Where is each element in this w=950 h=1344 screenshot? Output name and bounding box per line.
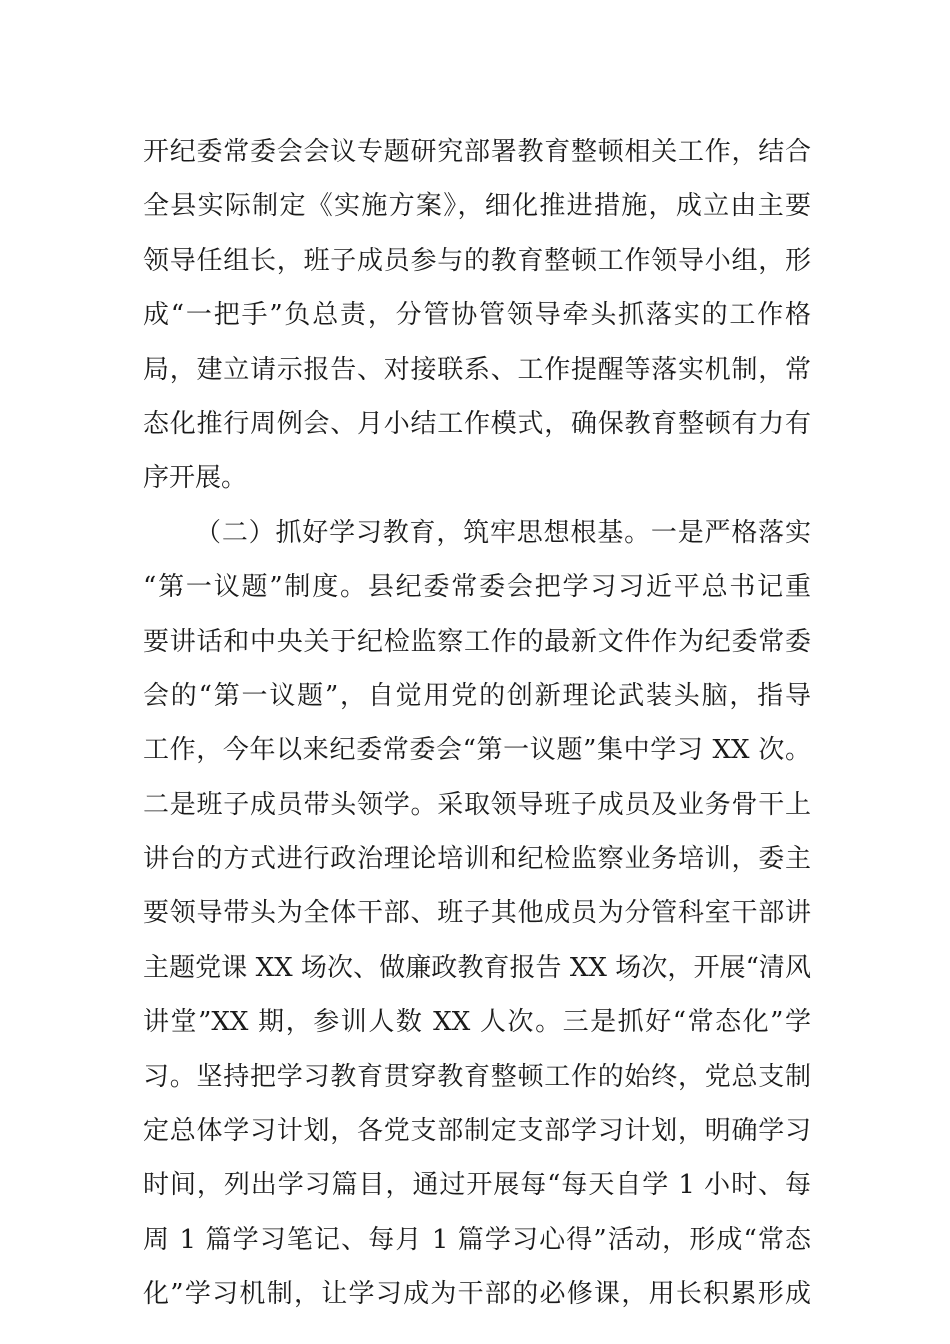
paragraph-2 <box>143 506 811 1322</box>
text-line: 化”学习机制，让学习成为干部的必修课，用长积累形成 <box>143 1279 811 1310</box>
text-line: 会的“第一议题”，自觉用党的创新理论武装头脑，指导 <box>143 680 811 711</box>
text-line: 主题党课 XX 场次、做廉政教育报告 XX 场次，开展“清风 <box>143 952 811 983</box>
text-line: 讲堂”XX 期，参训人数 XX 人次。三是抓好“常态化”学 <box>143 1007 811 1038</box>
paragraph-1 <box>143 125 811 506</box>
section-heading-line: （二）抓好学习教育，筑牢思想根基。一是严格落实 <box>195 517 811 548</box>
text-line: 时间，列出学习篇目，通过开展每“每天自学 1 小时、每 <box>143 1170 811 1201</box>
text-line: 全县实际制定《实施方案》，细化推进措施，成立由主要 <box>143 191 811 222</box>
text-line: 序开展。 <box>143 463 248 494</box>
text-line: 要讲话和中央关于纪检监察工作的最新文件作为纪委常委 <box>143 626 811 657</box>
text-line: 开纪委常委会会议专题研究部署教育整顿相关工作，结合 <box>143 137 811 167</box>
text-line: 讲台的方式进行政治理论培训和纪检监察业务培训，委主 <box>143 844 811 875</box>
text-line: 态化推行周例会、月小结工作模式，确保教育整顿有力有 <box>143 408 811 439</box>
text-line: 局，建立请示报告、对接联系、工作提醒等落实机制，常 <box>143 354 811 385</box>
text-line: 习。坚持把学习教育贯穿教育整顿工作的始终，党总支制 <box>143 1061 811 1092</box>
text-line: 二是班子成员带头领学。采取领导班子成员及业务骨干上 <box>143 789 811 820</box>
text-line: 成“一把手”负总责，分管协管领导牵头抓落实的工作格 <box>143 300 811 331</box>
document-body <box>143 125 811 1322</box>
text-line: 定总体学习计划，各党支部制定支部学习计划，明确学习 <box>143 1116 811 1147</box>
text-line: 领导任组长，班子成员参与的教育整顿工作领导小组，形 <box>143 245 811 276</box>
text-line: 周 1 篇学习笔记、每月 1 篇学习心得”活动，形成“常态 <box>143 1224 811 1255</box>
text-line: “第一议题”制度。县纪委常委会把学习习近平总书记重 <box>143 572 811 603</box>
text-line: 要领导带头为全体干部、班子其他成员为分管科室干部讲 <box>143 898 811 929</box>
text-line: 工作，今年以来纪委常委会“第一议题”集中学习 XX 次。 <box>143 735 811 766</box>
